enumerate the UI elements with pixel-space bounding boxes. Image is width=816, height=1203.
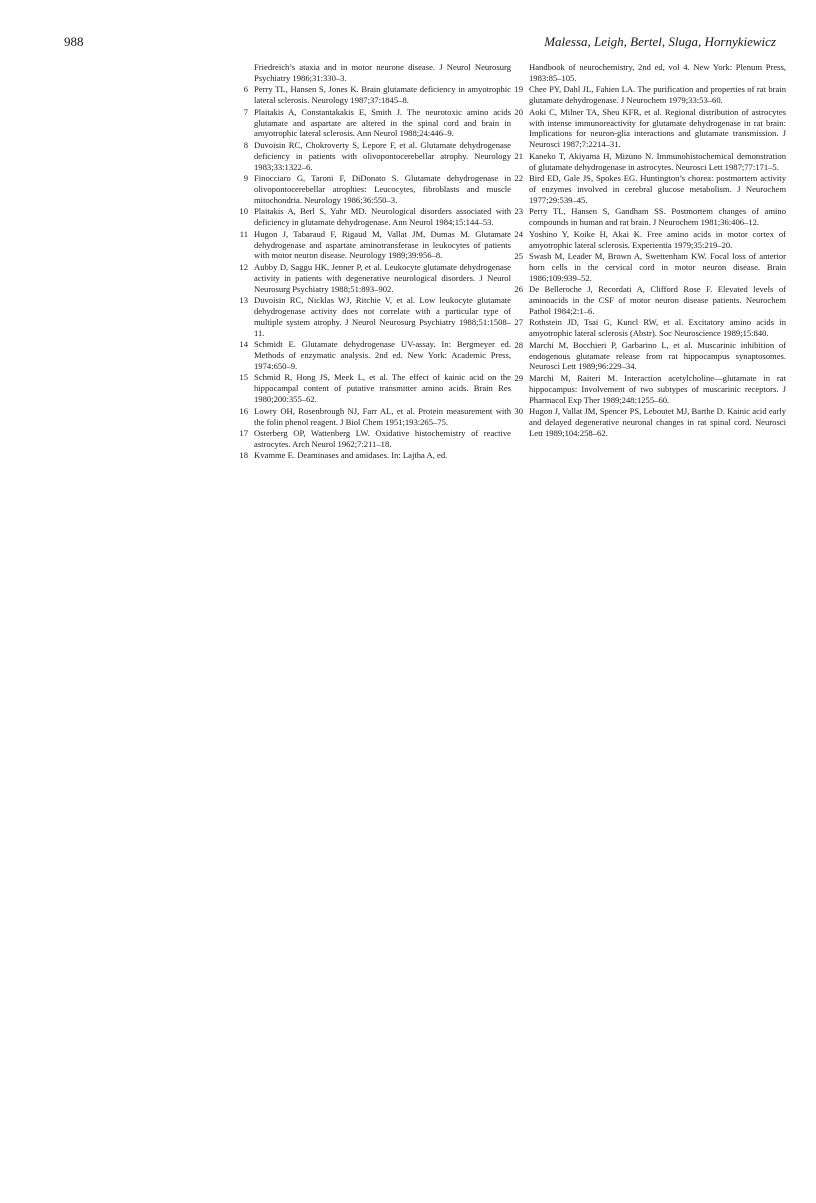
reference-entry <box>229 339 511 372</box>
reference-number: 26 <box>514 284 523 295</box>
reference-number: 13 <box>239 295 248 306</box>
reference-text: Perry TL, Hansen S, Jones K. Brain glutamate deficiency in amyotrophic lateral sclerosis. Neurology 1987;37:1845–8. <box>254 84 511 106</box>
reference-continuation <box>229 62 511 84</box>
reference-entry <box>504 107 786 151</box>
reference-continuation <box>504 62 786 84</box>
reference-text: Hugon J, Tabaraud F, Rigaud M, Vallat JM, Dumas M. Glutamate dehydrogenase and aspartate aminotransferase in leukocytes of patients with motor neuron disease. Neurology 1989;39:956–8. <box>254 228 511 261</box>
reference-entry <box>229 84 511 106</box>
reference-text: Duvoisin RC, Nicklas WJ, Ritchie V, et al. Low leukocyte glutamate dehydrogenase activity does not correlate with a particular type of multiple system atrophy. J Neurol Neurosurg Psychiatry 1988;51:1508–11. <box>254 295 511 338</box>
reference-number: 15 <box>239 372 248 383</box>
reference-number: 30 <box>514 406 523 417</box>
reference-entry <box>504 84 786 106</box>
reference-text: Plaitakis A, Constantakakis E, Smith J. The neurotoxic amino acids glutamate and aspartate are altered in the spinal cord and brain in amyotrophic lateral sclerosis. Ann Neurol 1988;24:446–9. <box>254 106 511 139</box>
reference-text: Aoki C, Milner TA, Sheu KFR, et al. Regional distribution of astrocytes with intense immunoreactivity for glutamate dehydrogenase in rat brain: Implications for neuron-glia interactions and glutamate transmission. J Neurosci 1987;7:2214–31. <box>529 106 786 150</box>
reference-text: Friedreich’s ataxia and in motor neurone disease. J Neurol Neurosurg Psychiatry 1986;31:330–3. <box>254 62 511 83</box>
reference-text: De Belleroche J, Recordati A, Clifford Rose F. Elevated levels of aminoacids in the CSF of motor neuron disease patients. Neurochem Pathol 1984;2:1–6. <box>529 284 786 316</box>
reference-text: Handbook of neurochemistry, 2nd ed, vol 4. New York: Plenum Press, 1983:85–105. <box>529 62 786 83</box>
reference-entry <box>504 317 786 339</box>
reference-text: Plaitakis A, Berl S, Yahr MD. Neurological disorders associated with deficiency in glutamate dehydrogenase. Ann Neurol 1984;15:144–53. <box>254 206 511 228</box>
reference-number: 25 <box>514 250 523 261</box>
reference-entry <box>229 173 511 206</box>
reference-text: Kvamme E. Deaminases and amidases. In: Lajtha A, ed. <box>254 450 448 461</box>
reference-text: Schmid R, Hong JS, Meek L, et al. The effect of kainic acid on the hippocampal content of putative transmitter amino acids. Brain Res 1980;200:355–62. <box>254 372 511 405</box>
reference-entry <box>229 295 511 339</box>
reference-text: Perry TL, Hansen S, Gandham SS. Postmortem changes of amino compounds in human and rat brain. J Neurochem 1981;36:406–12. <box>529 206 786 228</box>
reference-entry <box>504 173 786 206</box>
reference-number: 28 <box>514 339 523 350</box>
reference-number: 14 <box>239 339 248 350</box>
reference-number: 19 <box>514 84 523 95</box>
reference-entry <box>504 284 786 317</box>
reference-text: Marchi M, Bocchieri P, Garbarino L, et al. Muscarinic inhibition of endogenous glutamate release from rat hippocampus synaptosomes. Neurosci Lett 1989;96:229–34. <box>529 339 786 372</box>
reference-entry <box>504 373 786 406</box>
reference-entry <box>229 428 511 450</box>
reference-number: 11 <box>239 228 248 239</box>
reference-list-left-column <box>229 62 511 462</box>
reference-text: Bird ED, Gale JS, Spokes EG. Huntington’s chorea: postmortem activity of enzymes involved in cerebral glucose metabolism. J Neurochem 1977;29:539–45. <box>529 173 786 205</box>
reference-entry <box>504 406 786 439</box>
reference-entry <box>504 340 786 373</box>
reference-number: 12 <box>239 261 248 272</box>
reference-number: 8 <box>243 139 248 150</box>
reference-entry <box>504 251 786 284</box>
reference-number: 27 <box>514 317 523 328</box>
reference-text: Hugon J, Vallat JM, Spencer PS, Leboutet MJ, Barthe D. Kainic acid early and delayed degenerative neuronal changes in rat spinal cord. Neurosci Lett 1989;104:258–62. <box>529 406 786 438</box>
reference-text: Aubby D, Saggu HK, Jenner P, et al. Leukocyte glutamate dehydrogenase activity in patients with degenerative neurological disorders. J Neurol Neurosurg Psychiatry 1988;51:893–902. <box>254 261 511 294</box>
reference-text: Marchi M, Raiteri M. Interaction acetylcholine—glutamate in rat hippocampus: Involvement of two subtypes of muscarinic receptors. J Pharmacol Exp Ther 1989;248:1255–60. <box>529 372 786 405</box>
reference-number: 21 <box>514 150 523 161</box>
reference-text: Swash M, Leader M, Brown A, Swettenham KW. Focal loss of anterior horn cells in the cervical cord in motor neuron disease. Brain 1986;109:939–52. <box>529 250 786 283</box>
reference-entry <box>504 206 786 228</box>
reference-number: 7 <box>243 106 248 117</box>
reference-entry <box>229 206 511 228</box>
reference-entry <box>229 262 511 295</box>
reference-text: Lowry OH, Rosenbrough NJ, Farr AL, et al. Protein measurement with the folin phenol reagent. J Biol Chem 1951;193:265–75. <box>254 405 511 427</box>
reference-text: Osterberg OP, Wattenberg LW. Oxidative histochemistry of reactive astrocytes. Arch Neurol 1962;7:211–18. <box>254 427 511 449</box>
reference-entry <box>229 107 511 140</box>
reference-number: 24 <box>514 228 523 239</box>
reference-number: 23 <box>514 206 523 217</box>
reference-entry <box>229 450 511 461</box>
reference-number: 20 <box>514 106 523 117</box>
reference-entry <box>229 406 511 428</box>
reference-text: Chee PY, Dahl JL, Fahien LA. The purification and properties of rat brain glutamate dehydrogenase. J Neurochem 1979;33:53–60. <box>529 84 786 106</box>
reference-text: Schmidt E. Glutamate dehydrogenase UV-assay. In: Bergmeyer ed. Methods of enzymatic analysis. 2nd ed. New York: Academic Press, 1974:650–9. <box>254 339 511 371</box>
reference-entry <box>229 372 511 405</box>
running-head-authors: Malessa, Leigh, Bertel, Sluga, Hornykiewicz <box>544 34 776 49</box>
reference-number: 18 <box>239 450 248 461</box>
reference-entry <box>229 229 511 262</box>
reference-text: Duvoisin RC, Chokroverty S, Lepore F, et al. Glutamate dehydrogenase deficiency in patients with olivopontocerebellar atrophy. Neurology 1983;33:1322–6. <box>254 139 511 172</box>
reference-number: 16 <box>239 405 248 416</box>
reference-list-right-column <box>504 62 786 439</box>
reference-text: Rothstein JD, Tsai G, Kuncl RW, et al. Excitatory amino acids in amyotrophic lateral sclerosis (Abstr). Soc Neuroscience 1989;15:840. <box>529 317 786 339</box>
reference-text: Yoshino Y, Koike H, Akai K. Free amino acids in motor cortex of amyotrophic lateral sclerosis. Experientia 1979;35:219–20. <box>529 228 786 250</box>
reference-number: 29 <box>514 372 523 383</box>
reference-number: 10 <box>239 206 248 217</box>
reference-entry <box>229 140 511 173</box>
reference-number: 22 <box>514 173 523 184</box>
reference-number: 17 <box>239 427 248 438</box>
reference-text: Kaneko T, Akiyama H, Mizuno N. Immunohistochemical demonstration of glutamate dehydrogenase in astrocytes. Neurosci Lett 1987;77:171–5. <box>529 150 786 172</box>
reference-text: Finocciaro G, Taroni F, DiDonato S. Glutamate dehydrogenase in olivopontocerebellar atrophies: Leucocytes, fibroblasts and muscle mitochondria. Neurology 1986;36:550–3. <box>254 173 511 205</box>
reference-entry <box>504 229 786 251</box>
reference-number: 9 <box>243 173 248 184</box>
reference-entry <box>504 151 786 173</box>
reference-number: 6 <box>243 84 248 95</box>
page-number: 988 <box>64 34 84 49</box>
